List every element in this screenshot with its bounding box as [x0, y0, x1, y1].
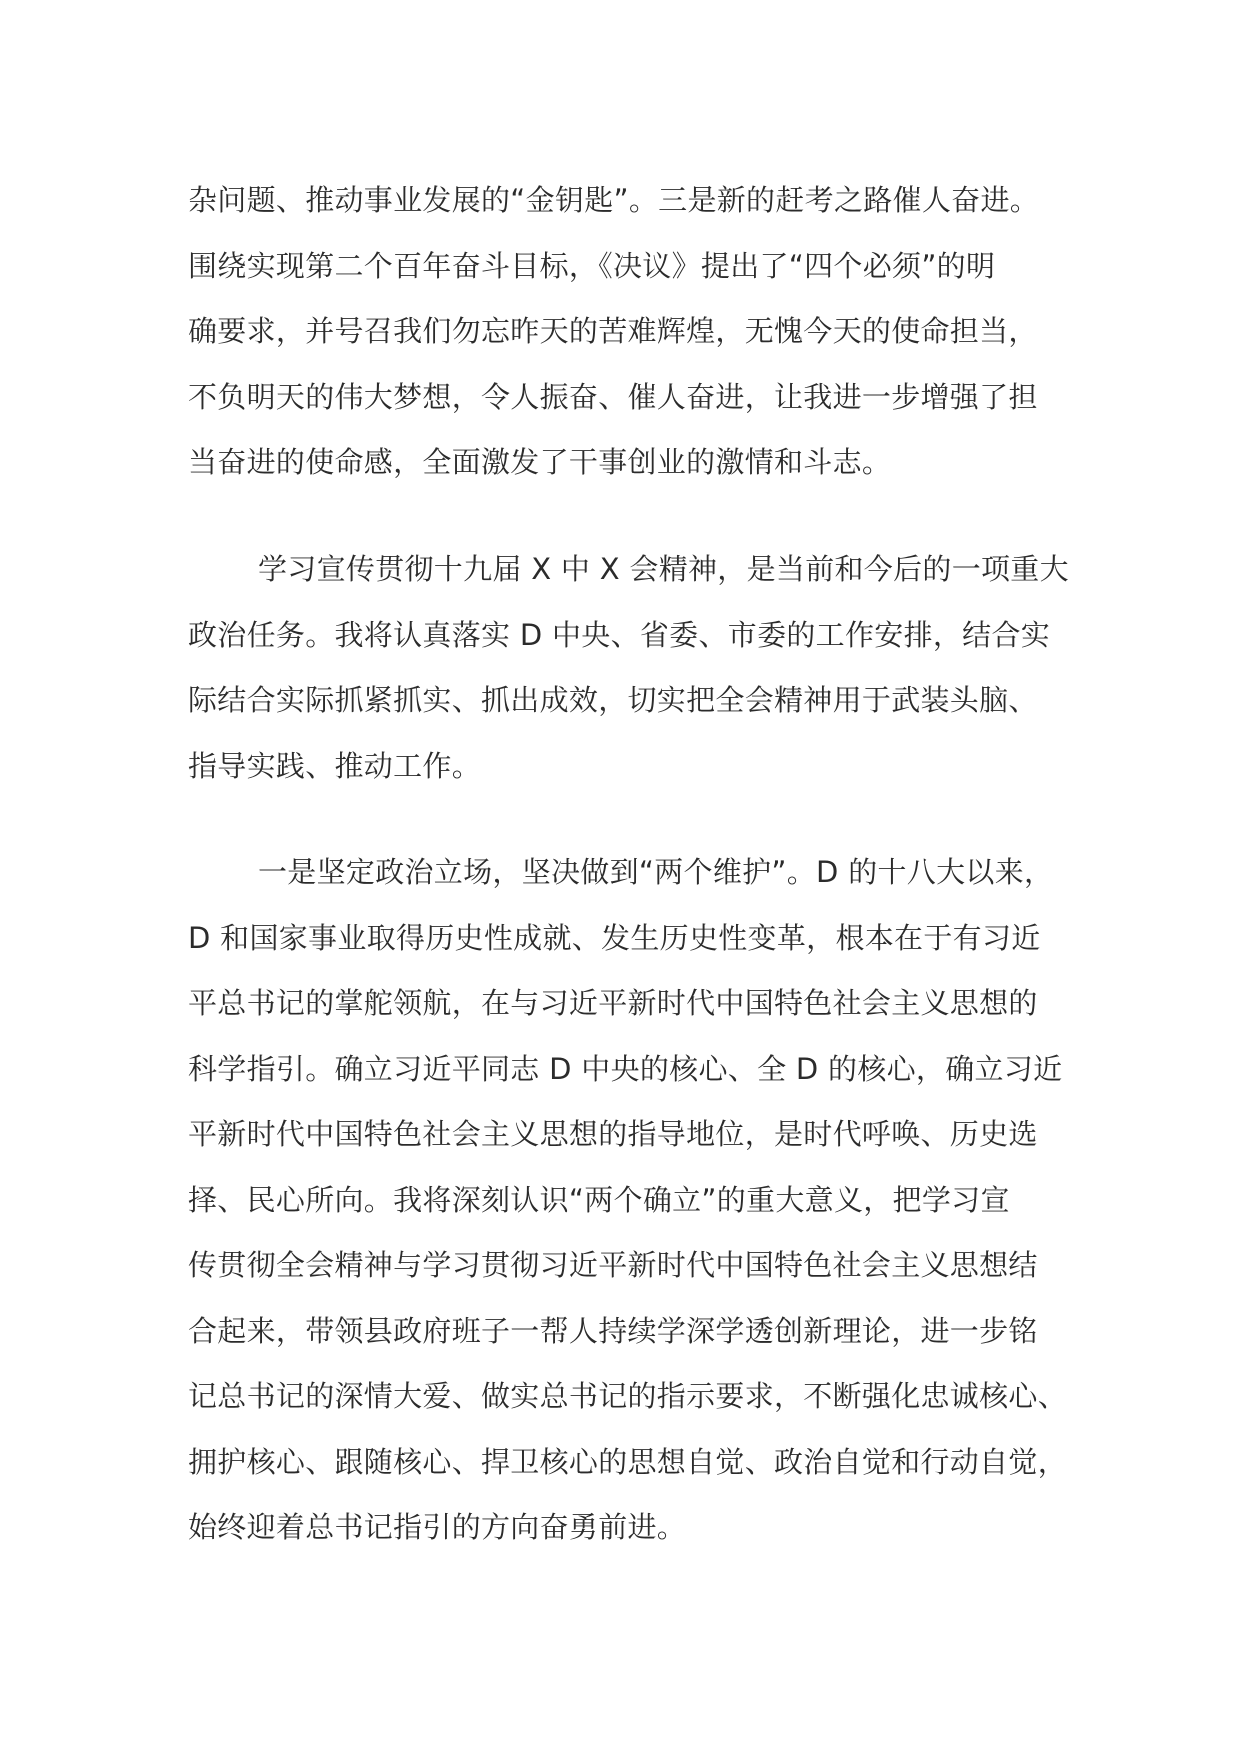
paragraph-line: 学习宣传贯彻十九届 X 中 X 会精神，是当前和今后的一项重大 — [258, 552, 1069, 586]
paragraph-line: 政治任务。我将认真落实 D 中央、省委、市委的工作安排，结合实 — [188, 617, 1051, 652]
paragraph-line: 指导实践、推动工作。 — [188, 748, 482, 783]
paragraph-line: 合起来，带领县政府班子一帮人持续学深学透创新理论，进一步铭 — [188, 1313, 1038, 1348]
paragraph-line: 拥护核心、跟随核心、捍卫核心的思想自觉、政治自觉和行动自觉， — [188, 1444, 1068, 1479]
paragraph-line: 记总书记的深情大爱、做实总书记的指示要求，不断强化忠诚核心、 — [188, 1379, 1068, 1413]
paragraph-line: 择、民心所向。我将深刻认识“两个确立”的重大意义，把学习宣 — [188, 1182, 1010, 1217]
paragraph-line: 科学指引。确立习近平同志 D 中央的核心、全 D 的核心，确立习近 — [188, 1051, 1063, 1086]
paragraph-line: D 和国家事业取得历史性成就、发生历史性变革，根本在于有习近 — [188, 920, 1041, 955]
paragraph-2 — [188, 537, 1068, 799]
paragraph-line: 杂问题、推动事业发展的“金钥匙”。三是新的赶考之路催人奋进。 — [188, 183, 1040, 217]
paragraph-line: 一是坚定政治立场，坚决做到“两个维护”。D 的十八大以来， — [258, 855, 1054, 889]
paragraph-line: 始终迎着总书记指引的方向奋勇前进。 — [188, 1510, 687, 1544]
paragraph-3 — [188, 840, 1068, 1561]
paragraph-line: 际结合实际抓紧抓实、抓出成效，切实把全会精神用于武装头脑、 — [188, 683, 1038, 717]
paragraph-line: 不负明天的伟大梦想，令人振奋、催人奋进，让我进一步增强了担 — [188, 379, 1038, 414]
paragraph-1 — [188, 168, 1068, 496]
paragraph-line: 当奋进的使命感，全面激发了干事创业的激情和斗志。 — [188, 445, 892, 479]
paragraph-line: 传贯彻全会精神与学习贯彻习近平新时代中国特色社会主义思想结 — [188, 1248, 1038, 1282]
paragraph-line: 围绕实现第二个百年奋斗目标，《决议》提出了“四个必须”的明 — [188, 248, 996, 283]
paragraph-line: 确要求，并号召我们勿忘昨天的苦难辉煌，无愧今天的使命担当， — [188, 314, 1038, 348]
paragraph-line: 平新时代中国特色社会主义思想的指导地位，是时代呼唤、历史选 — [188, 1117, 1038, 1151]
paragraph-line: 平总书记的掌舵领航，在与习近平新时代中国特色社会主义思想的 — [188, 986, 1038, 1020]
